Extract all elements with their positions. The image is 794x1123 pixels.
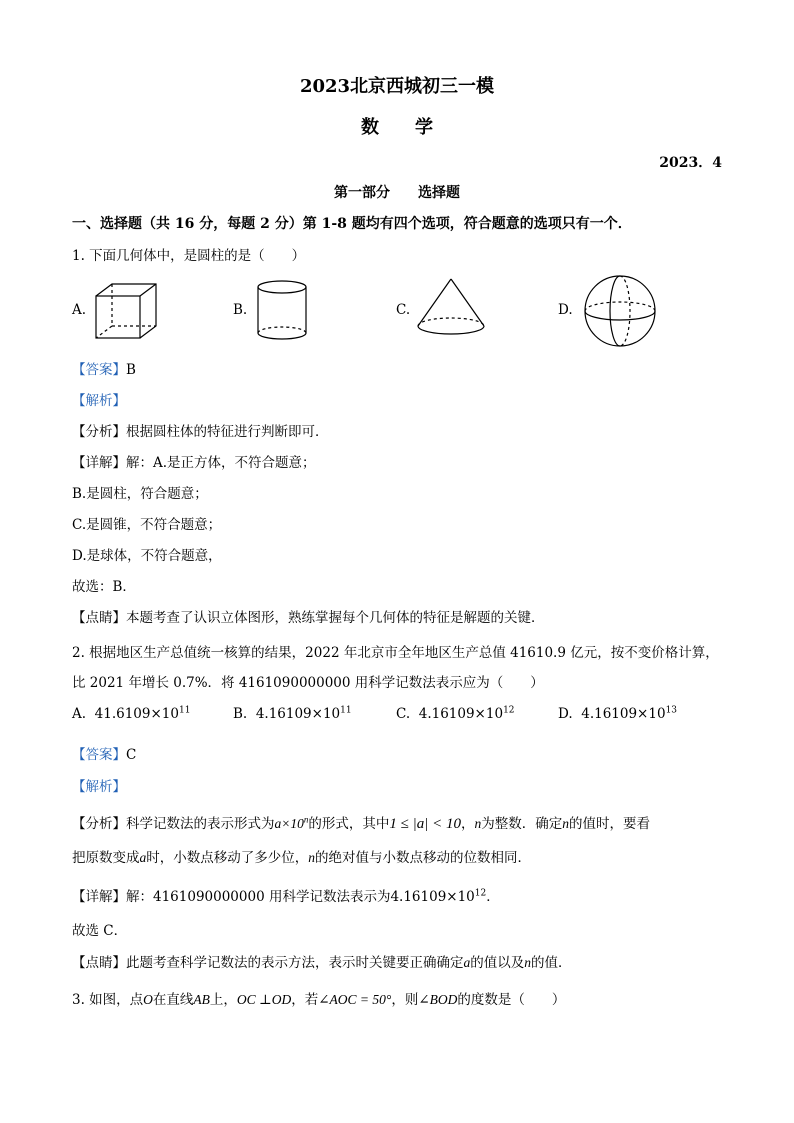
fenxi-text: 把原数变成 xyxy=(72,850,140,866)
fenxi-tag: 【分析】 xyxy=(72,816,126,832)
var-a: a xyxy=(463,955,471,970)
q1-choose: 故选：B． xyxy=(72,579,136,595)
dianjing-tag: 【点睛】 xyxy=(72,955,126,971)
option-label: B. xyxy=(233,706,248,722)
fenxi-text: 的绝对值与小数点移动的位数相同． xyxy=(315,850,531,866)
q2-option-a xyxy=(72,706,190,722)
var-n: n xyxy=(562,816,569,831)
q2-fenxi-line1 xyxy=(72,812,650,833)
q2-answer xyxy=(72,743,136,763)
q2-dianjing xyxy=(72,951,572,971)
subject-title: 数 学 xyxy=(361,117,433,138)
q1-option-b-label: B. xyxy=(233,302,248,318)
q2-option-b xyxy=(233,706,352,722)
option-label: A. xyxy=(72,706,87,722)
q2-fenxi-line2 xyxy=(72,846,531,866)
q2-option-d xyxy=(558,706,677,722)
fenxi-text: 时，小数点移动了多少位， xyxy=(146,850,309,866)
fenxi-text: 根据圆柱体的特征进行判断即可． xyxy=(126,424,329,440)
cylinder-figure xyxy=(254,278,314,344)
exam-date: 2023．4 xyxy=(659,155,722,171)
q1-dianjing xyxy=(72,606,545,626)
option-exp: 12 xyxy=(503,705,515,716)
fenxi-text-d: 为整数．确定 xyxy=(481,816,563,832)
range-formula: 1 ≤ |a| < 10 xyxy=(389,816,461,832)
fenxi-text-a: 科学记数法的表示形式为 xyxy=(126,816,275,832)
option-exp: 11 xyxy=(340,705,352,716)
q1-answer xyxy=(72,358,136,378)
perpendicular-relation: OC ⊥OD xyxy=(236,992,292,1007)
part-heading: 第一部分 选择题 xyxy=(334,185,460,201)
question-2-stem-line2: 比 2021 年增长 0.7%．将 4161090000000 用科学记数法表示应为（ ） xyxy=(72,675,544,691)
option-value: 4.16109×10 xyxy=(418,706,504,722)
q1-option-c-label: C. xyxy=(396,302,411,318)
q1-line-d: D.是球体，不符合题意， xyxy=(72,548,222,564)
option-exp: 13 xyxy=(665,705,678,716)
q1-fenxi xyxy=(72,420,329,440)
var-n: n xyxy=(524,955,531,970)
option-value: 4.16109×10 xyxy=(255,706,341,722)
sphere-figure xyxy=(580,274,660,348)
formula-exp: n xyxy=(303,814,309,825)
stem-text: 在直线 xyxy=(152,992,194,1008)
answer-value: C xyxy=(126,747,137,763)
q1-line-b: B.是圆柱，符合题意； xyxy=(72,486,208,502)
dianjing-text: 的值． xyxy=(531,955,572,971)
fenxi-text-b: 的形式，其中 xyxy=(308,816,390,832)
xiangjie-exp: 12 xyxy=(474,888,487,899)
option-value: 4.16109×10 xyxy=(581,706,666,722)
fenxi-tag: 【分析】 xyxy=(72,424,126,440)
stem-text: ，若 xyxy=(291,992,319,1008)
q2-option-c xyxy=(396,706,515,722)
answer-tag: 【答案】 xyxy=(72,747,126,763)
option-exp: 11 xyxy=(178,705,191,716)
exam-title: 2023北京西城初三一模 xyxy=(299,76,495,97)
xiangjie-end: ． xyxy=(486,889,500,905)
option-label: C. xyxy=(396,706,411,722)
q2-analysis-tag: 【解析】 xyxy=(72,779,126,795)
xiangjie-text: 解：A.是正方体，不符合题意； xyxy=(126,455,316,471)
stem-text: 的度数是（ ） xyxy=(457,992,566,1008)
xiangjie-text: 解：4161090000000 用科学记数法表示为 xyxy=(126,889,391,905)
fenxi-text-e: 的值时，要看 xyxy=(568,816,650,832)
answer-value: B xyxy=(126,362,136,378)
formula: a×10 xyxy=(274,816,304,831)
line-ab: AB xyxy=(193,992,210,1007)
xiangjie-value: 4.16109×10 xyxy=(390,889,475,905)
dianjing-text: 的值以及 xyxy=(470,955,525,971)
dianjing-text: 本题考查了认识立体图形，熟练掌握每个几何体的特征是解题的关键． xyxy=(126,610,545,626)
var-n: n xyxy=(474,816,482,831)
question-1-stem: 1. 下面几何体中，是圆柱的是（ ） xyxy=(72,248,306,264)
angle-bod: ∠BOD xyxy=(418,992,458,1007)
dianjing-text: 此题考查科学记数法的表示方法，表示时关键要正确确定 xyxy=(126,955,464,971)
stem-text: ，则 xyxy=(391,992,419,1008)
cube-figure xyxy=(92,280,162,342)
section-intro: 一、选择题（共 16 分，每题 2 分）第 1-8 题均有四个选项，符合题意的选项只有一个． xyxy=(72,216,632,232)
stem-text: 3. 如图，点 xyxy=(72,992,144,1008)
q1-line-c: C.是圆锥，不符合题意； xyxy=(72,517,222,533)
q1-option-d-label: D. xyxy=(558,302,573,318)
q1-option-a-label: A. xyxy=(72,302,87,318)
var-a: a xyxy=(139,850,147,865)
q2-xiangjie xyxy=(72,885,500,905)
fenxi-text-c: ， xyxy=(460,816,475,832)
q1-analysis-tag: 【解析】 xyxy=(72,393,126,409)
cone-figure xyxy=(414,276,488,346)
answer-tag: 【答案】 xyxy=(72,362,126,378)
option-value: 41.6109×10 xyxy=(94,706,179,722)
stem-text: 上， xyxy=(209,992,237,1008)
question-2-stem-line1: 2. 根据地区生产总值统一核算的结果，2022 年北京市全年地区生产总值 41610.9 亿元，按不变价格计算， xyxy=(72,645,719,661)
point-o: O xyxy=(143,992,153,1007)
q1-xiangjie xyxy=(72,451,316,471)
q2-choose: 故选 C． xyxy=(72,923,128,939)
angle-aoc: ∠AOC = 50° xyxy=(318,992,392,1007)
xiangjie-tag: 【详解】 xyxy=(72,455,126,471)
var-n: n xyxy=(308,850,315,865)
question-3-stem xyxy=(72,988,565,1008)
xiangjie-tag: 【详解】 xyxy=(72,889,126,905)
dianjing-tag: 【点睛】 xyxy=(72,610,126,626)
option-label: D. xyxy=(558,706,573,722)
